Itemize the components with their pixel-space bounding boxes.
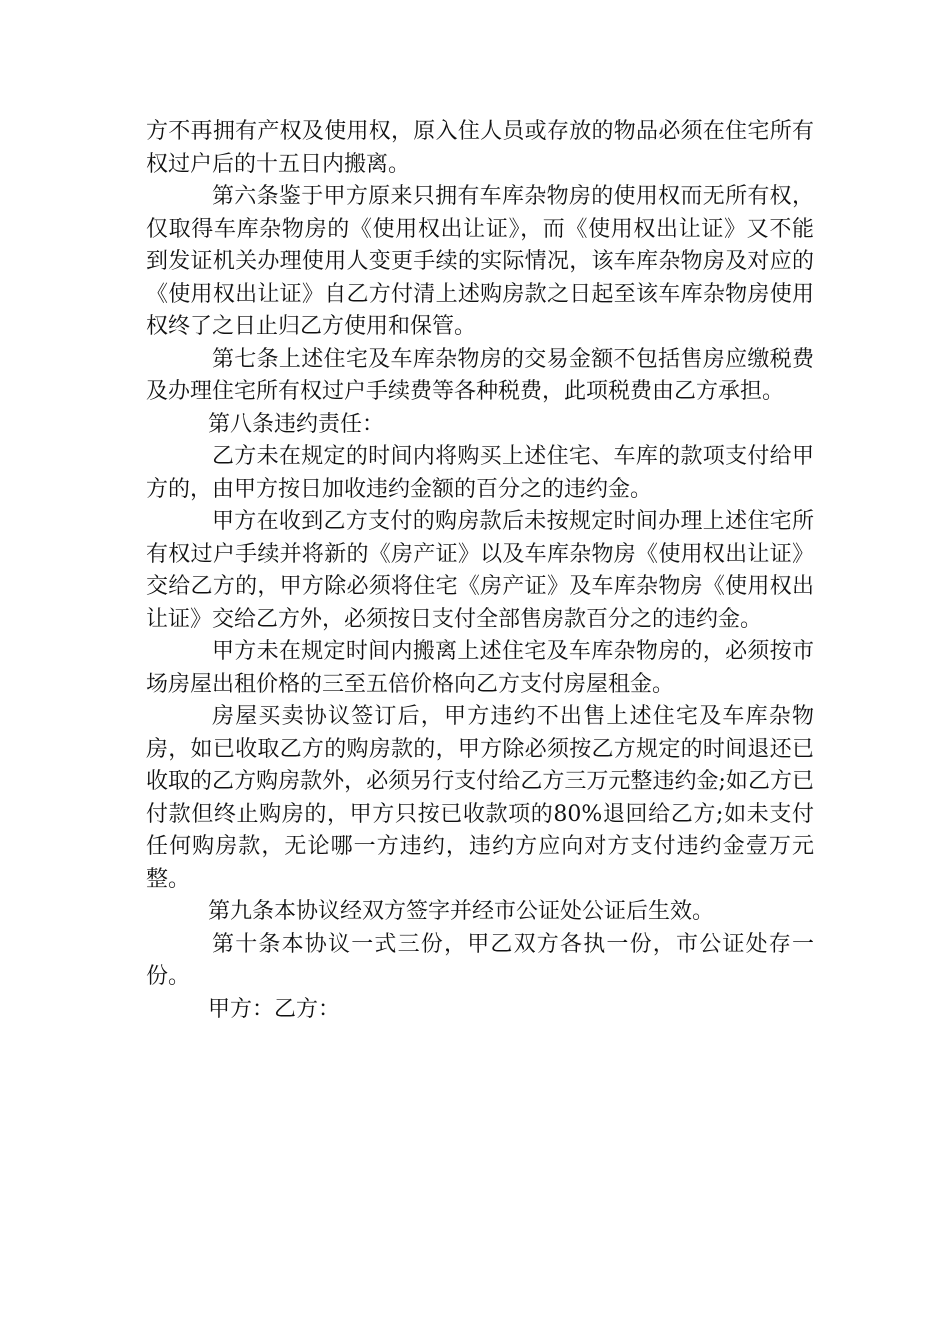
document-page [146, 116, 814, 1026]
paragraph-breach-agreement: 房屋买卖协议签订后，甲方违约不出售上述住宅及车库杂物房，如已收取乙方的购房款的，甲方除必须按乙方规定的时间退还已收取的乙方购房款外，必须另行支付给乙方三万元整违约金;如乙方已付款但终止购房的，甲方只按已收款项的80%退回给乙方;如未支付任何购房款，无论哪一方违约，违约方应向对方支付违约金壹万元整。 [146, 704, 814, 892]
paragraph-article-9: 第九条本协议经双方签字并经市公证处公证后生效。 [208, 899, 715, 924]
paragraph-breach-seller-move: 甲方未在规定时间内搬离上述住宅及车库杂物房的，必须按市场房屋出租价格的三至五倍价格向乙方支付房屋租金。 [146, 639, 814, 697]
paragraph-article-8-heading: 第八条违约责任： [208, 411, 385, 437]
paragraph-article-10: 第十条本协议一式三份，甲乙双方各执一份，市公证处存一份。 [146, 931, 814, 989]
paragraph-breach-seller-transfer: 甲方在收到乙方支付的购房款后未按规定时间办理上述住宅所有权过户手续并将新的《房产证》以及车库杂物房《使用权出让证》交给乙方的，甲方除必须将住宅《房产证》及车库杂物房《使用权出让证》交给乙方外，必须按日支付全部售房款百分之的违约金。 [146, 509, 814, 632]
paragraph-article-6: 第六条鉴于甲方原来只拥有车库杂物房的使用权而无所有权，仅取得车库杂物房的《使用权出让证》，而《使用权出让证》又不能到发证机关办理使用人变更手续的实际情况，该车库杂物房及对应的《使用权出让证》自乙方付清上述购房款之日起至该车库杂物房使用权终了之日止归乙方使用和保管。 [146, 184, 814, 339]
paragraph-article-7: 第七条上述住宅及车库杂物房的交易金额不包括售房应缴税费及办理住宅所有权过户手续费等各种税费，此项税费由乙方承担。 [146, 346, 814, 404]
paragraph-breach-buyer: 乙方未在规定的时间内将购买上述住宅、车库的款项支付给甲方的，由甲方按日加收违约金额的百分之的违约金。 [146, 444, 814, 502]
paragraph-continuation: 方不再拥有产权及使用权，原入住人员或存放的物品必须在住宅所有权过户后的十五日内搬离。 [146, 119, 814, 177]
signature-line: 甲方：乙方： [208, 996, 341, 1022]
